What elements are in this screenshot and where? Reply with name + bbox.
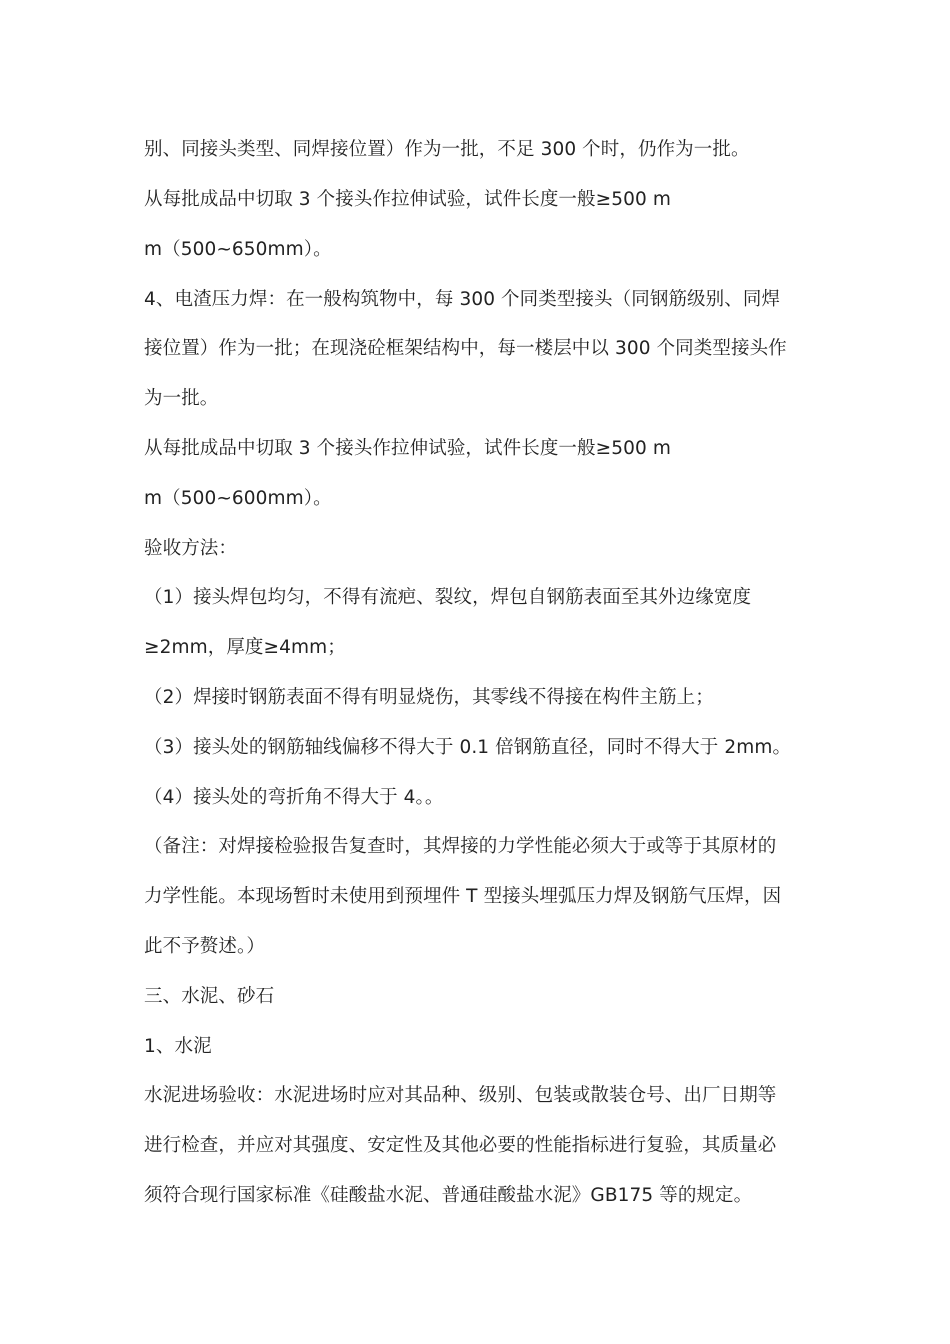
- list-item: （4）接头处的弯折角不得大于 4。。: [144, 787, 444, 808]
- section-heading-electroslag-welding: 4、电渣压力焊：在一般构筑物中，每 300 个同类型接头（同钢筋级别、同焊: [144, 289, 781, 310]
- text-line: 从每批成品中切取 3 个接头作拉伸试验，试件长度一般≥500 m: [144, 438, 671, 459]
- section-heading-cement-aggregate: 三、水泥、砂石: [144, 986, 275, 1007]
- note-text: 力学性能。本现场暂时未使用到预埋件 T 型接头埋弧压力焊及钢筋气压焊，因: [144, 886, 782, 907]
- text-line: 须符合现行国家标准《硅酸盐水泥、普通硅酸盐水泥》GB175 等的规定。: [144, 1185, 753, 1206]
- list-item: （3）接头处的钢筋轴线偏移不得大于 0.1 倍钢筋直径，同时不得大于 2mm。: [144, 737, 792, 758]
- acceptance-method-heading: 验收方法：: [144, 538, 238, 559]
- text-line: 水泥进场验收：水泥进场时应对其品种、级别、包装或散装仓号、出厂日期等: [144, 1085, 777, 1106]
- text-line: m（500~600mm）。: [144, 488, 332, 509]
- text-line: 进行检查，并应对其强度、安定性及其他必要的性能指标进行复验，其质量必: [144, 1135, 777, 1156]
- subsection-heading-cement: 1、水泥: [144, 1036, 212, 1057]
- text-line: 别、同接头类型、同焊接位置）作为一批，不足 300 个时，仍作为一批。: [144, 139, 750, 160]
- list-item: （2）焊接时钢筋表面不得有明显烧伤，其零线不得接在构件主筋上；: [144, 687, 714, 708]
- text-line: ≥2mm，厚度≥4mm；: [144, 637, 346, 658]
- text-line: 为一批。: [144, 388, 219, 409]
- text-line: 从每批成品中切取 3 个接头作拉伸试验，试件长度一般≥500 m: [144, 189, 671, 210]
- text-line: 接位置）作为一批；在现浇砼框架结构中，每一楼层中以 300 个同类型接头作: [144, 338, 787, 359]
- text-line: m（500~650mm）。: [144, 239, 332, 260]
- note-text: （备注：对焊接检验报告复查时，其焊接的力学性能必须大于或等于其原材的: [144, 836, 777, 857]
- list-item: （1）接头焊包均匀，不得有流疤、裂纹，焊包自钢筋表面至其外边缘宽度: [144, 587, 752, 608]
- note-text: 此不予赘述。）: [144, 936, 265, 957]
